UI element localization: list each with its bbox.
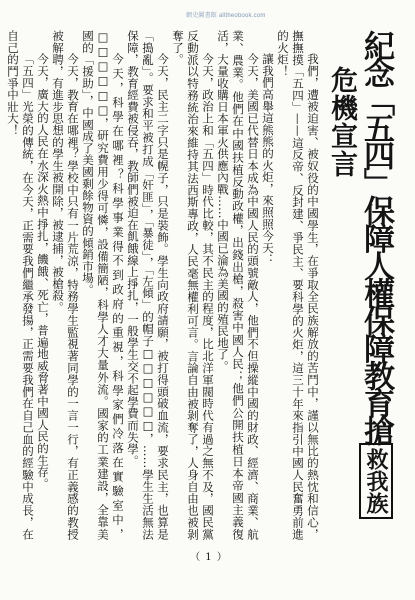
document-page — [6, 26, 396, 571]
watermark-text: 網史圖書館 alltheobook.com — [186, 13, 266, 19]
page-number: （ 1 ） — [190, 552, 228, 563]
paragraph: 「五四」光榮的傳統，在今天，正需要我們繼承發揚，正需要我們在自己血的經驗中成長，在自己的鬥爭中壯大！ — [6, 30, 35, 540]
paragraph: 今天，科學在哪裡？科學事業得不到政府的重視，科學家們冷落在實驗室中，□□□□□□，研究費用少得可憐，設備簡陋，科學人才大量外流。國家的工業建設，全靠美國的「援助」，中國成了美國剩餘物資的傾銷市場。 — [81, 30, 125, 540]
paragraph: 我們，遭被迫害、被奴役的中國學生，在爭取全民族解放的苦鬥中，謹以無比的熱忱和信心，撫撫摸「五四」——這反帝、反封建、爭民主、要科學的火炬，這三十年來指引中國人民奮勇前進的火炬！ — [276, 30, 320, 540]
page-subtitle: 危機宣言 — [326, 66, 357, 178]
article-body — [6, 30, 320, 540]
paragraph: 今天，民主二字只是幌子，只是裝飾。學生向政府請願，被打得頭破血流，要求民主，也算是「搗亂」。要求和平被打成「奸匪」，「暴徒」，「左傾」的帽子□□□□□□，……學生生活無法保障，教育經費被侵吞，教師們被迫在飢餓線上掙扎，一般學生交不起學費而失學。 — [126, 30, 170, 540]
paragraph: 今天，教育在哪裡？學校中只有一片荒涼，特務學生監視著同學的一言一行，有正義感的教授被解聘，有進步思想的學生被開除，被逮捕，被槍殺。 — [51, 30, 80, 540]
paragraph: 今天，廣大的人民在水深火熱中掙扎，饑餓、死亡，普遍地威脅著中國人民的生存。 — [36, 53, 50, 490]
title-boxed-phrase: 救我族 — [359, 443, 393, 519]
paragraph: 讓我們高舉這熊熊的火炬，來照照今天： — [261, 53, 275, 266]
page-title — [360, 30, 392, 530]
title-lead: 紀念「五四」保障人權保障教育搶 — [358, 30, 394, 443]
paragraph: 今天，政治上和「五四」時代比較，其不民主的程度，比北洋軍閥時代有過之無不及，國民黨反動派以特務統治來維持其法西斯專政，人民毫無權利可言。言論自由被剝奪了，人身自由也被剝奪了。 — [171, 30, 215, 540]
paragraph: 今天，美國已代替日本成為中國人民的頭號敵人，他們不但操縱中國的財政、經濟、商業、航業、農業。他們在中國扶植反動政權，出錢出槍，殺害中國人民；他們公開扶植日本帝國主義復活，大量收購日本軍火供應內戰……中國已淪為美國的殖民地了。 — [216, 30, 260, 540]
